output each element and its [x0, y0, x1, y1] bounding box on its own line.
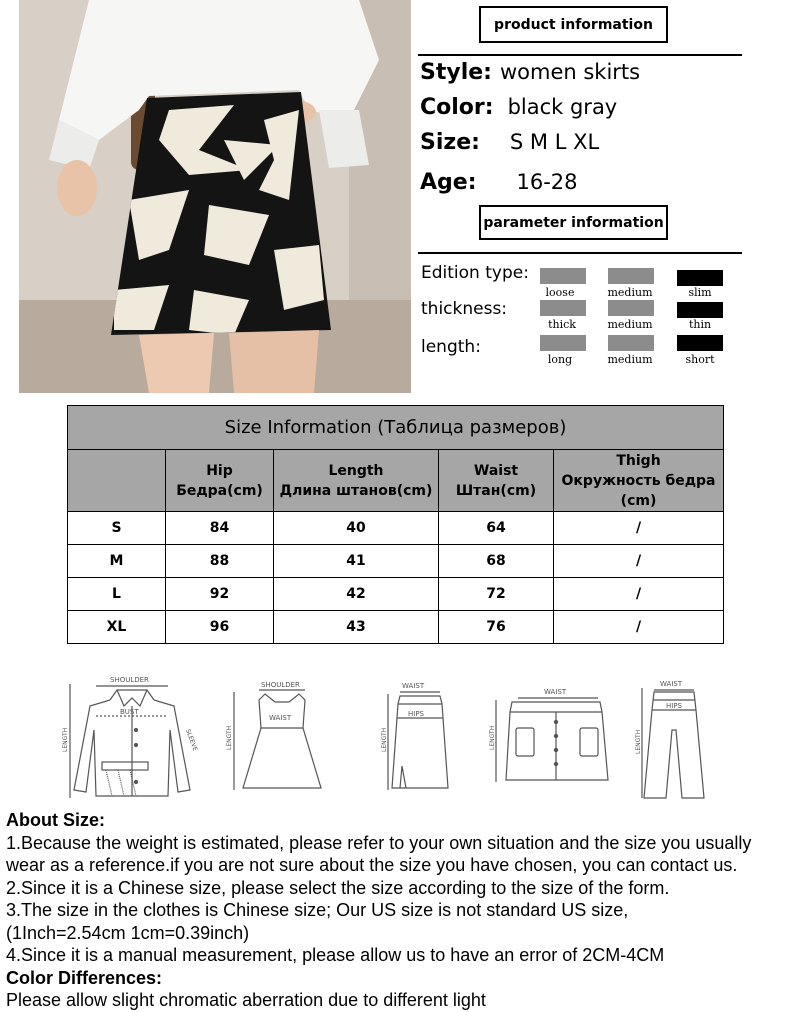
note-line: wear as a reference.if you are not sure about the size you have chosen, you can contact us. — [6, 855, 738, 875]
header-en: Thigh — [616, 452, 661, 469]
cell-length: 41 — [274, 545, 439, 578]
swatch-medium — [608, 335, 654, 351]
info-value: women skirts — [499, 60, 641, 84]
swatch-label: thick — [548, 318, 576, 331]
swatch-label: medium — [607, 318, 653, 331]
header-ru: Окружность бедра — [561, 472, 716, 489]
info-key: Color: — [420, 95, 494, 120]
flared-pants-measurement-diagram — [632, 670, 722, 805]
cell-waist: 68 — [439, 545, 554, 578]
note-line: (1Inch=2.54cm 1cm=0.39inch) — [6, 922, 250, 943]
label-hips: HIPS — [666, 702, 682, 710]
label-shoulder: SHOULDER — [110, 676, 149, 684]
label-hips: HIPS — [408, 710, 424, 718]
note-line: 2.Since it is a Chinese size, please select the size according to the size of the form. — [6, 877, 670, 898]
skirt-model-illustration — [19, 0, 411, 393]
note-line: 1.Because the weight is estimated, please refer to your own situation and the size you usually — [6, 832, 752, 853]
table-row — [68, 545, 724, 578]
header-en: Hip — [206, 462, 233, 479]
cell-waist: 76 — [439, 611, 554, 644]
header-length — [274, 450, 439, 512]
swatch-loose — [540, 268, 586, 284]
cell-hip: 84 — [166, 512, 274, 545]
color-note: Please allow slight chromatic aberration due to different light — [6, 990, 486, 1010]
table-row — [68, 611, 724, 644]
label-bust: BUST — [120, 708, 139, 716]
label-length: LENGTH — [226, 725, 233, 750]
swatch-medium — [608, 300, 654, 316]
swatch-medium — [608, 268, 654, 284]
label-length: LENGTH — [635, 729, 642, 754]
label-length: LENGTH — [489, 725, 496, 750]
swatch-label: slim — [688, 286, 712, 299]
cell-length: 42 — [274, 578, 439, 611]
swatch-label: medium — [607, 286, 653, 299]
header-ru: (cm) — [620, 492, 657, 509]
info-row-style — [420, 60, 640, 85]
swatch-slim-selected — [677, 270, 723, 286]
label-waist: WAIST — [269, 714, 292, 722]
label-sleeve: SLEEVE — [184, 728, 199, 752]
info-key: Style: — [420, 60, 492, 85]
jacket-measurement-diagram — [62, 670, 202, 805]
table-row — [68, 512, 724, 545]
cell-waist: 72 — [439, 578, 554, 611]
info-key: Age: — [420, 170, 477, 195]
header-waist — [439, 450, 554, 512]
header-ru: Бедра(cm) — [176, 482, 263, 499]
header-thigh — [554, 450, 724, 512]
label-waist: WAIST — [660, 680, 683, 688]
cell-thigh: / — [554, 545, 724, 578]
swatch-thick — [540, 300, 586, 316]
header-ru: Длина штанов(cm) — [279, 482, 433, 499]
swatch-thin-selected — [677, 302, 723, 318]
divider — [418, 54, 742, 56]
size-table-title: Size Information (Таблица размеров) — [68, 406, 724, 450]
cell-size: L — [68, 578, 166, 611]
swatch-label: long — [547, 353, 573, 366]
param-label-thickness: thickness: — [421, 299, 508, 319]
info-row-age — [420, 170, 578, 195]
swatch-label: thin — [688, 318, 712, 331]
label-length: LENGTH — [381, 727, 388, 752]
color-differences-heading: Color Differences: — [6, 967, 163, 988]
cell-hip: 88 — [166, 545, 274, 578]
size-notes — [6, 809, 796, 1012]
cell-size: M — [68, 545, 166, 578]
swatch-short-selected — [677, 335, 723, 351]
cell-length: 40 — [274, 512, 439, 545]
header-ru: Штан(cm) — [455, 482, 537, 499]
cell-thigh: / — [554, 512, 724, 545]
info-key: Size: — [420, 130, 480, 155]
header-en: Waist — [473, 462, 519, 479]
label-shoulder: SHOULDER — [261, 681, 300, 689]
table-row — [68, 578, 724, 611]
label-length: LENGTH — [62, 727, 69, 752]
size-table — [67, 405, 724, 644]
info-value: S M L XL — [509, 130, 600, 154]
label-waist: WAIST — [544, 688, 567, 696]
param-label-length: length: — [421, 337, 481, 357]
note-line: 4.Since it is a manual measurement, please allow us to have an error of 2CM-4CM — [6, 945, 665, 965]
cell-thigh: / — [554, 578, 724, 611]
info-row-size — [420, 130, 599, 155]
divider — [418, 252, 742, 254]
cell-thigh: / — [554, 611, 724, 644]
swatch-label: short — [685, 353, 715, 366]
dress-measurement-diagram — [225, 670, 335, 805]
note-line: 3.The size in the clothes is Chinese size; Our US size is not standard US size, — [6, 900, 629, 920]
header-size — [68, 450, 166, 512]
label-waist: WAIST — [402, 682, 425, 690]
cell-hip: 96 — [166, 611, 274, 644]
info-row-color — [420, 95, 617, 120]
product-photo — [19, 0, 411, 393]
swatch-label: medium — [607, 353, 653, 366]
size-table-header — [68, 450, 724, 512]
mini-skirt-measurement-diagram — [488, 670, 623, 805]
swatch-long — [540, 335, 586, 351]
cell-size: XL — [68, 611, 166, 644]
parameter-information-title: parameter information — [479, 205, 668, 240]
cell-hip: 92 — [166, 578, 274, 611]
header-en: Length — [328, 462, 384, 479]
product-information-title: product information — [479, 6, 668, 43]
about-size-heading: About Size: — [6, 810, 105, 830]
pencil-skirt-measurement-diagram — [380, 670, 460, 805]
info-value: 16-28 — [516, 170, 578, 194]
header-hip — [166, 450, 274, 512]
swatch-label: loose — [545, 286, 575, 299]
cell-length: 43 — [274, 611, 439, 644]
cell-size: S — [68, 512, 166, 545]
cell-waist: 64 — [439, 512, 554, 545]
info-value: black gray — [507, 95, 618, 119]
param-label-edition-type: Edition type: — [421, 263, 529, 283]
